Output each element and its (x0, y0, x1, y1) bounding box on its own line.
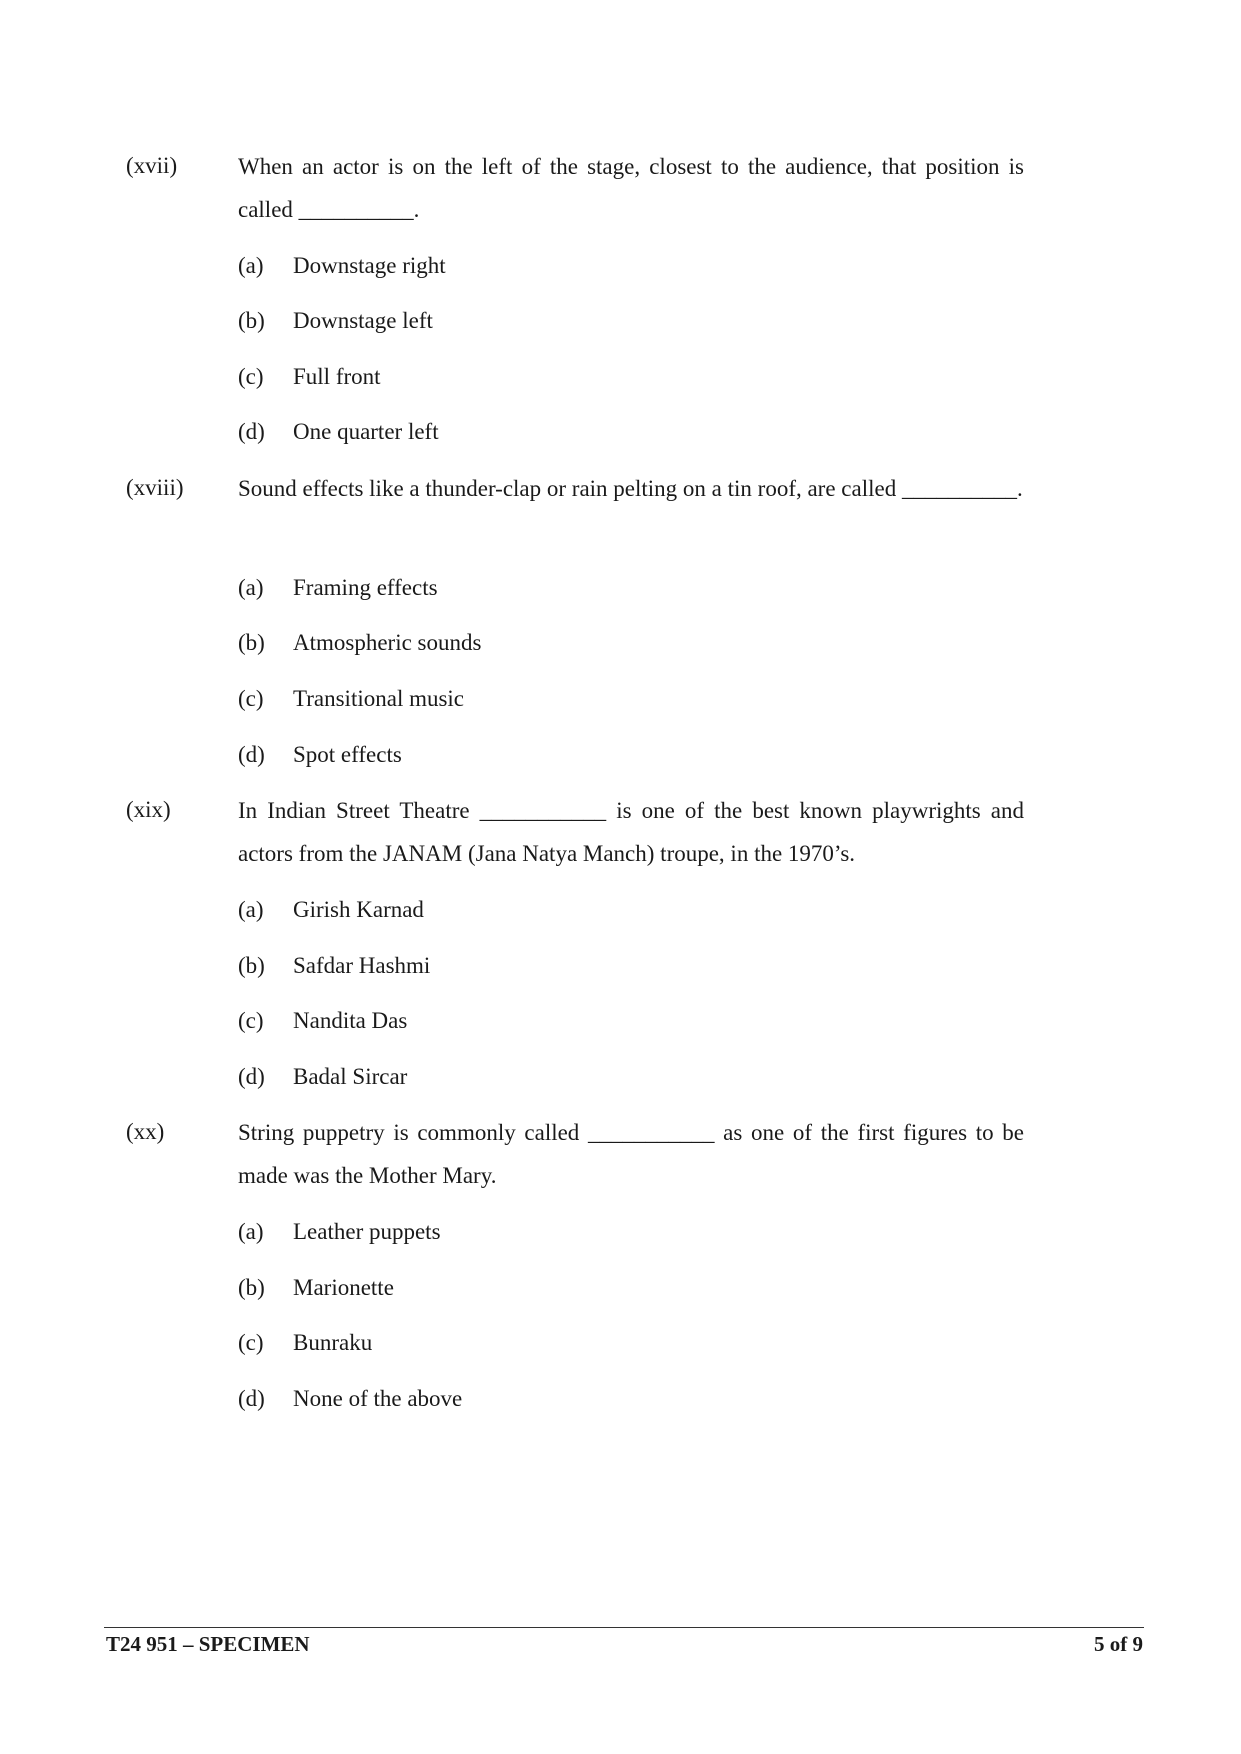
option-text: Safdar Hashmi (293, 953, 431, 978)
option-text: None of the above (293, 1386, 463, 1411)
option-letter: (c) (238, 1008, 264, 1033)
question-text: String puppetry is commonly called ___________ as one of the first figures to be made was the Mother Mary. (238, 1120, 1024, 1188)
option-letter: (c) (238, 686, 264, 711)
option-text: Leather puppets (293, 1219, 441, 1244)
option-text: Atmospheric sounds (293, 630, 482, 655)
option-letter: (d) (238, 742, 265, 767)
footer-divider (104, 1627, 1144, 1628)
option-letter: (d) (238, 1386, 265, 1411)
option-letter: (a) (238, 253, 264, 278)
option-text: Framing effects (293, 575, 438, 600)
option-letter: (d) (238, 419, 265, 444)
option-letter: (d) (238, 1064, 265, 1089)
option-text: Girish Karnad (293, 897, 424, 922)
option-text: Bunraku (293, 1330, 373, 1355)
option-letter: (b) (238, 308, 265, 333)
option-letter: (a) (238, 1219, 264, 1244)
option-text: Full front (293, 364, 381, 389)
option-text: Downstage left (293, 308, 433, 333)
question-text: Sound effects like a thunder-clap or rain pelting on a tin roof, are called __________. (238, 476, 1023, 501)
option-text: Downstage right (293, 253, 446, 278)
option-text: One quarter left (293, 419, 439, 444)
option-letter: (c) (238, 364, 264, 389)
option-text: Spot effects (293, 742, 402, 767)
option-letter: (b) (238, 953, 265, 978)
option-letter: (b) (238, 1275, 265, 1300)
option-text: Badal Sircar (293, 1064, 408, 1089)
option-text: Nandita Das (293, 1008, 408, 1033)
option-letter: (a) (238, 897, 264, 922)
option-letter: (a) (238, 575, 264, 600)
question-number: (xviii) (126, 475, 184, 500)
question-text: When an actor is on the left of the stage, closest to the audience, that position is called __________. (238, 154, 1024, 222)
option-letter: (b) (238, 630, 265, 655)
option-text: Marionette (293, 1275, 394, 1300)
page-number: 5 of 9 (1094, 1632, 1143, 1656)
question-number: (xvii) (126, 153, 178, 178)
question-number: (xix) (126, 797, 171, 822)
paper-code: T24 951 – SPECIMEN (106, 1632, 310, 1656)
question-number: (xx) (126, 1119, 165, 1144)
option-letter: (c) (238, 1330, 264, 1355)
question-text: In Indian Street Theatre ___________ is one of the best known playwrights and actors from the JANAM (Jana Natya Manch) troupe, in the 1970’s. (238, 798, 1024, 866)
option-text: Transitional music (293, 686, 465, 711)
